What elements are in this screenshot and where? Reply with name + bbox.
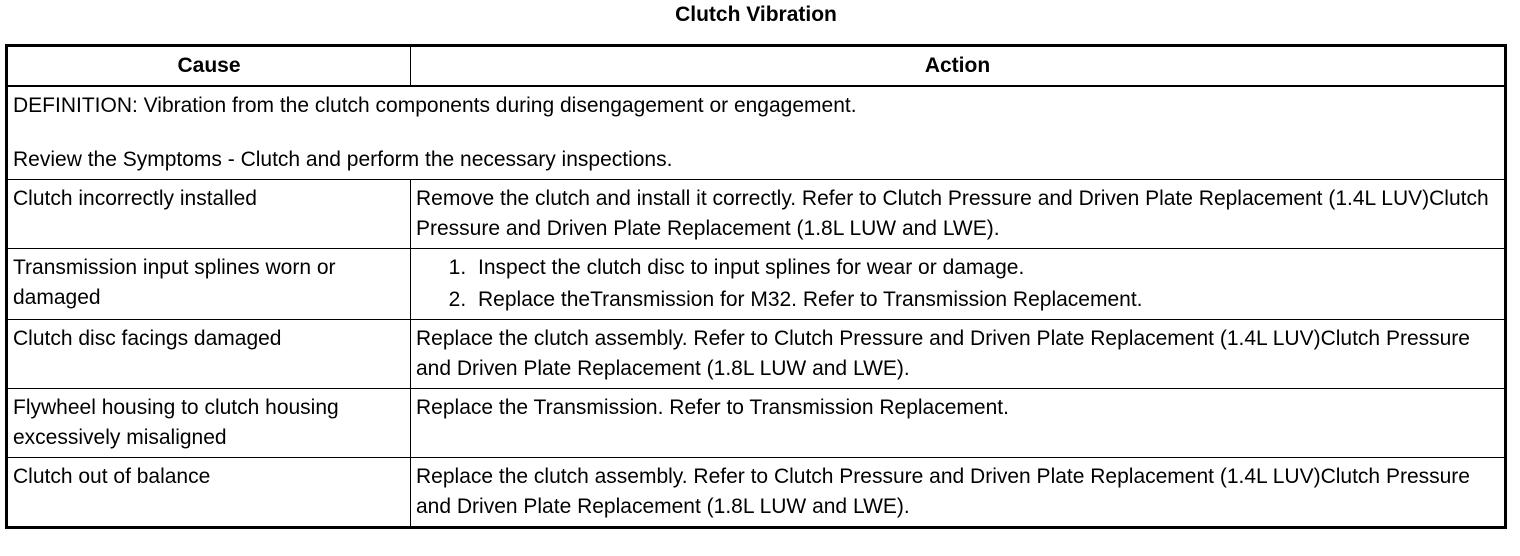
action-cell: Replace the Transmission. Refer to Transmission Replacement. (411, 389, 1506, 458)
table-row (7, 180, 1506, 249)
action-header: Action (411, 46, 1506, 87)
table-row (7, 458, 1506, 528)
header-row (7, 46, 1506, 87)
definition-spacer (13, 121, 1499, 145)
action-cell: Remove the clutch and install it correctly. Refer to Clutch Pressure and Driven Plate Replacement (1.4L LUV)Clutch Pressure and Driven Plate Replacement (1.8L LUW and LWE). (411, 180, 1506, 249)
action-cell: Replace the clutch assembly. Refer to Clutch Pressure and Driven Plate Replacement (1.4L LUV)Clutch Pressure and Driven Plate Replacement (1.8L LUW and LWE). (411, 320, 1506, 389)
review-text: Review the Symptoms - Clutch and perform the necessary inspections. (13, 148, 673, 171)
table-row (7, 249, 1506, 320)
action-step: 1. Inspect the clutch disc to input splines for wear or damage. (472, 252, 1499, 284)
cause-cell: Clutch incorrectly installed (7, 180, 411, 249)
action-cell: Replace the clutch assembly. Refer to Clutch Pressure and Driven Plate Replacement (1.4L LUV)Clutch Pressure and Driven Plate Replacement (1.8L LUW and LWE). (411, 458, 1506, 528)
definition-row (7, 86, 1506, 180)
cause-cell: Clutch out of balance (7, 458, 411, 528)
cause-cell: Clutch disc facings damaged (7, 320, 411, 389)
definition-text: DEFINITION: Vibration from the clutch components during disengagement or engagement. (13, 94, 857, 117)
definition-cell (7, 86, 1506, 180)
table-row (7, 320, 1506, 389)
table-row (7, 389, 1506, 458)
action-cell (411, 249, 1506, 320)
page-title: Clutch Vibration (675, 3, 837, 26)
cause-header: Cause (7, 46, 411, 87)
cause-cell: Transmission input splines worn or damaged (7, 249, 411, 320)
cause-cell: Flywheel housing to clutch housing excessively misaligned (7, 389, 411, 458)
diagnostic-table (5, 44, 1507, 529)
action-steps-list (416, 252, 1499, 316)
action-step: 2. Replace theTransmission for M32. Refer to Transmission Replacement. (472, 284, 1499, 316)
